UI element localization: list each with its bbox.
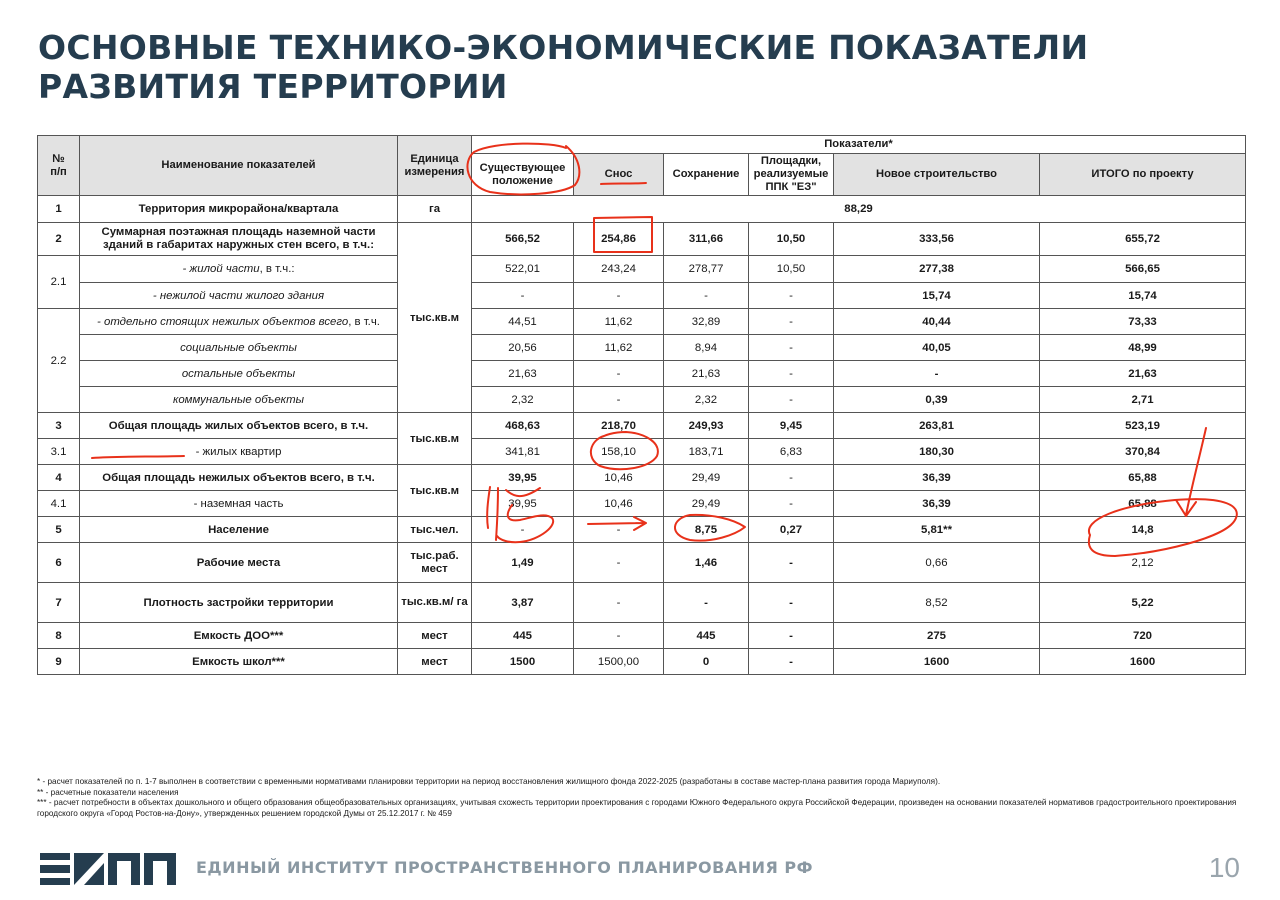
cell: - [472,517,574,543]
cell: 29,49 [664,491,749,517]
cell: 566,52 [472,223,574,256]
cell: 720 [1040,623,1246,649]
footnote: * - расчет показателей по п. 1-7 выполнен в соответствии с временными нормативами планировки территории на период восстановления жилищного фонда 2022-2025 (разработаны в составе мастер-плана развития города Мариуполя). [37,777,941,786]
cell: 10,46 [574,465,664,491]
row-name: социальные объекты [80,335,398,361]
cell: 21,63 [664,361,749,387]
row-name: Общая площадь жилых объектов всего, в т.ч. [80,413,398,439]
header-group: Показатели* [472,136,1246,154]
cell: 0,27 [749,517,834,543]
table-row [38,335,1246,361]
cell: 468,63 [472,413,574,439]
cell: 275 [834,623,1040,649]
cell: 10,50 [749,223,834,256]
cell: 8,94 [664,335,749,361]
cell: 1600 [834,649,1040,675]
header-name: Наименование показателей [80,136,398,196]
cell: - [574,517,664,543]
header-unit: Единица измерения [398,136,472,196]
row-num: 6 [38,543,80,583]
row-name: Суммарная поэтажная площадь наземной части зданий в габаритах наружных стен всего, в т.ч.: [80,223,398,256]
row-num: 5 [38,517,80,543]
row-num: 2.1 [38,256,80,309]
row-value: 88,29 [472,196,1246,223]
row-unit: мест [398,623,472,649]
cell: 566,65 [1040,256,1246,283]
table-row [38,491,1246,517]
table-row [38,543,1246,583]
cell: 5,22 [1040,583,1246,623]
table-row [38,517,1246,543]
cell: - [574,387,664,413]
cell: 2,71 [1040,387,1246,413]
cell: 6,83 [749,439,834,465]
cell: 445 [472,623,574,649]
cell: - [749,543,834,583]
cell: 263,81 [834,413,1040,439]
row-num: 9 [38,649,80,675]
cell: - [749,309,834,335]
cell: - [574,543,664,583]
cell: 32,89 [664,309,749,335]
header-col-total: ИТОГО по проекту [1040,154,1246,196]
cell: - [749,283,834,309]
cell: 39,95 [472,465,574,491]
cell: 40,44 [834,309,1040,335]
cell: - [472,283,574,309]
row-name: Население [80,517,398,543]
header-col-new: Новое строительство [834,154,1040,196]
cell: 311,66 [664,223,749,256]
page-number: 10 [1208,852,1240,883]
cell: 1,46 [664,543,749,583]
cell: 183,71 [664,439,749,465]
cell: 15,74 [1040,283,1246,309]
table-row [38,439,1246,465]
row-name-main: - жилой части [182,263,260,275]
cell: 3,87 [472,583,574,623]
cell: 11,62 [574,309,664,335]
cell: - [749,491,834,517]
cell: 1,49 [472,543,574,583]
cell: 9,45 [749,413,834,439]
cell: 10,46 [574,491,664,517]
cell: 2,32 [472,387,574,413]
row-name: остальные объекты [80,361,398,387]
row-name: - жилых квартир [80,439,398,465]
row-name: - наземная часть [80,491,398,517]
table-row [38,283,1246,309]
cell: 8,52 [834,583,1040,623]
row-num: 2 [38,223,80,256]
cell: 278,77 [664,256,749,283]
row-num: 1 [38,196,80,223]
footnote: ** - расчетные показатели населения [37,787,179,797]
row-unit: тыс.кв.м [398,223,472,413]
cell: 277,38 [834,256,1040,283]
cell: 1500 [472,649,574,675]
header-col-existing: Существующее положение [472,154,574,196]
cell: - [574,361,664,387]
table-row [38,413,1246,439]
cell: 73,33 [1040,309,1246,335]
row-unit: тыс.раб. мест [398,543,472,583]
row-num: 7 [38,583,80,623]
row-unit: га [398,196,472,223]
institute-logo-icon [40,853,176,885]
cell: - [749,361,834,387]
row-num: 4.1 [38,491,80,517]
row-unit: тыс.кв.м [398,413,472,465]
cell: 370,84 [1040,439,1246,465]
cell: 249,93 [664,413,749,439]
table-row [38,196,1246,223]
cell: 254,86 [574,223,664,256]
cell: 1600 [1040,649,1246,675]
table-row [38,361,1246,387]
cell: 243,24 [574,256,664,283]
cell: - [749,583,834,623]
cell: - [574,583,664,623]
cell: - [749,387,834,413]
row-name: Территория микрорайона/квартала [80,196,398,223]
cell: 14,8 [1040,517,1246,543]
cell: 445 [664,623,749,649]
table-row [38,256,1246,283]
row-name: Общая площадь нежилых объектов всего, в т.ч. [80,465,398,491]
cell: 29,49 [664,465,749,491]
row-name: Плотность застройки территории [80,583,398,623]
cell: - [834,361,1040,387]
header-num: № п/п [38,136,80,196]
row-name [80,309,398,335]
row-unit: тыс.кв.м [398,465,472,517]
table-row [38,583,1246,623]
cell: - [664,583,749,623]
row-num: 4 [38,465,80,491]
cell: 0,66 [834,543,1040,583]
row-name-suffix: , в т.ч.: [259,263,295,275]
cell: - [574,623,664,649]
table-row [38,465,1246,491]
header-col-demolition: Снос [574,154,664,196]
cell: 65,88 [1040,491,1246,517]
row-name [80,256,398,283]
cell: - [749,465,834,491]
cell: 218,70 [574,413,664,439]
cell: 44,51 [472,309,574,335]
row-num: 3.1 [38,439,80,465]
cell: 523,19 [1040,413,1246,439]
cell: 36,39 [834,491,1040,517]
cell: 333,56 [834,223,1040,256]
cell: 20,56 [472,335,574,361]
cell: 341,81 [472,439,574,465]
cell: 40,05 [834,335,1040,361]
cell: 0,39 [834,387,1040,413]
row-name-main: - отдельно стоящих нежилых объектов всего [97,315,349,328]
row-unit: мест [398,649,472,675]
cell: 11,62 [574,335,664,361]
cell: 39,95 [472,491,574,517]
cell: 65,88 [1040,465,1246,491]
cell: 1500,00 [574,649,664,675]
table-row [38,649,1246,675]
row-name: Рабочие места [80,543,398,583]
cell: 10,50 [749,256,834,283]
indicators-table [37,135,1246,675]
cell: - [749,649,834,675]
page-title: ОСНОВНЫЕ ТЕХНИКО-ЭКОНОМИЧЕСКИЕ ПОКАЗАТЕЛИ РАЗВИТИЯ ТЕРРИТОРИИ [38,28,1089,106]
row-num: 2.2 [38,309,80,413]
cell: 2,12 [1040,543,1246,583]
cell: 21,63 [472,361,574,387]
cell: - [749,335,834,361]
table-row [38,387,1246,413]
cell: - [749,623,834,649]
cell: 48,99 [1040,335,1246,361]
row-num: 3 [38,413,80,439]
footnote: *** - расчет потребности в объектах дошкольного и общего образования общеобразовательных организациях, учитывая схожесть территории проектирования с городами Южного Федерального округа Российской Федерации, произведен на основании показателей нормативов градостроительного проектирования городского округа «Город Ростов-на-Дону», утвержденных решением городской Думы от 25.12.2017 г. № 459 [37,798,1237,818]
table-row [38,309,1246,335]
cell: 21,63 [1040,361,1246,387]
row-name-suffix: , в т.ч. [348,315,380,328]
cell: 180,30 [834,439,1040,465]
header-col-preservation: Сохранение [664,154,749,196]
cell: 655,72 [1040,223,1246,256]
row-num: 8 [38,623,80,649]
row-unit: тыс.чел. [398,517,472,543]
organization-name: ЕДИНЫЙ ИНСТИТУТ ПРОСТРАНСТВЕННОГО ПЛАНИРОВАНИЯ РФ [196,858,813,877]
cell: 8,75 [664,517,749,543]
header-col-ppk: Площадки, реализуемые ППК "ЕЗ" [749,154,834,196]
cell: 5,81** [834,517,1040,543]
table-row [38,623,1246,649]
cell: - [664,283,749,309]
row-name: коммунальные объекты [80,387,398,413]
cell: 0 [664,649,749,675]
cell: 522,01 [472,256,574,283]
row-name: - нежилой части жилого здания [80,283,398,309]
row-name: Емкость школ*** [80,649,398,675]
cell: - [574,283,664,309]
cell: 36,39 [834,465,1040,491]
table-row [38,223,1246,256]
footnotes [37,777,1247,819]
row-unit: тыс.кв.м/ га [398,583,472,623]
cell: 2,32 [664,387,749,413]
row-name: Емкость ДОО*** [80,623,398,649]
cell: 158,10 [574,439,664,465]
cell: 15,74 [834,283,1040,309]
